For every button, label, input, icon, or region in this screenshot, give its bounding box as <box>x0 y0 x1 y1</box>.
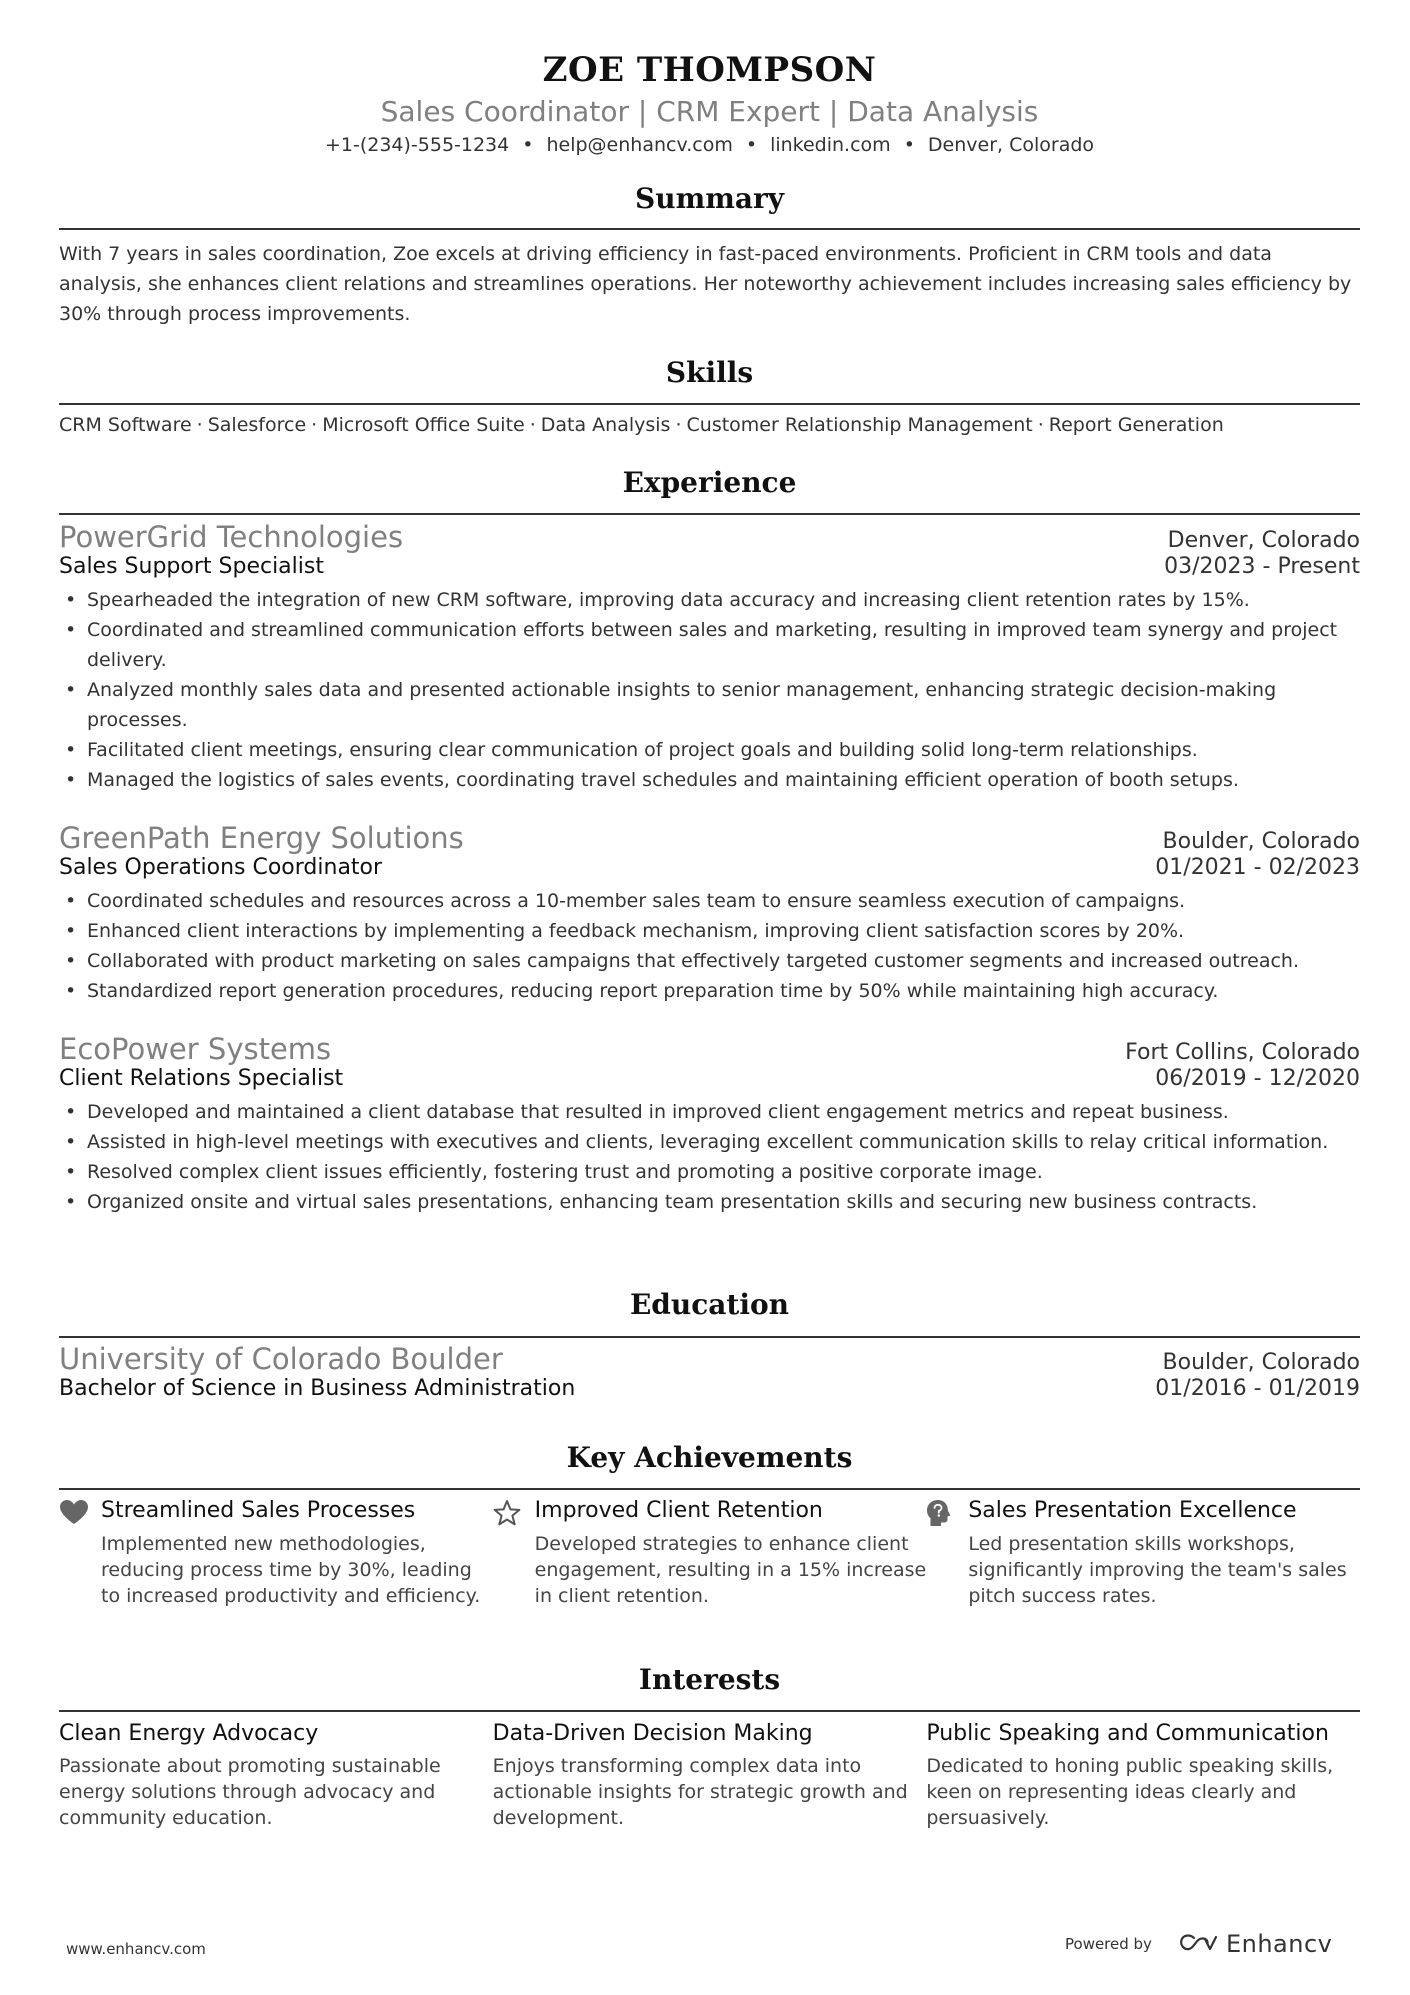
interest-desc: Passionate about promoting sustainable energy solutions through advocacy and community education. <box>59 1755 441 1829</box>
job-location: Fort Collins, Colorado <box>1125 1040 1360 1065</box>
job-role: Sales Support Specialist <box>59 554 324 579</box>
skills-heading: Skills <box>665 356 754 389</box>
job-dates: 06/2019 - 12/2020 <box>1155 1066 1360 1091</box>
job-location: Boulder, Colorado <box>1162 829 1360 854</box>
job-bullets <box>59 886 1360 1006</box>
footer-branding[interactable] <box>1065 1930 1332 1958</box>
job-bullets <box>59 585 1360 795</box>
achievement-item <box>59 1496 493 1609</box>
skill-item: Salesforce <box>207 414 307 436</box>
skill-separator: · <box>196 414 203 436</box>
candidate-name: ZOE THOMPSON <box>542 50 877 90</box>
education-heading: Education <box>629 1288 790 1321</box>
head-brain-icon <box>926 1499 952 1527</box>
job-bullet: • Standardized report generation procedures, reducing report preparation time by 50% while maintaining high accuracy. <box>59 976 1360 1006</box>
job-role: Sales Operations Coordinator <box>59 855 383 880</box>
achievements-heading: Key Achievements <box>566 1441 853 1474</box>
achievement-title: Streamlined Sales Processes <box>101 1498 416 1523</box>
contact-email[interactable]: help@enhancv.com <box>546 134 733 156</box>
education-school: University of Colorado Boulder <box>59 1342 503 1376</box>
contact-linkedin[interactable]: linkedin.com <box>770 134 891 156</box>
job-location: Denver, Colorado <box>1167 528 1360 553</box>
job-bullet: • Collaborated with product marketing on sales campaigns that effectively targeted customer segments and increased outreach. <box>59 946 1360 976</box>
contact-separator: • <box>745 134 758 156</box>
footer-website[interactable]: www.enhancv.com <box>66 1940 206 1958</box>
contact-phone[interactable]: +1-(234)-555-1234 <box>324 134 510 156</box>
interest-desc: Dedicated to honing public speaking skills, keen on representing ideas clearly and persuasively. <box>926 1755 1334 1829</box>
powered-by-label: Powered by <box>1065 1935 1152 1953</box>
interest-title: Data-Driven Decision Making <box>492 1721 813 1746</box>
skill-item: Microsoft Office Suite <box>322 414 525 436</box>
job-bullet: • Developed and maintained a client database that resulted in improved client engagement metrics and repeat business. <box>59 1097 1360 1127</box>
interests-list <box>59 1719 1360 1831</box>
skill-item: Customer Relationship Management <box>686 414 1033 436</box>
achievement-title: Improved Client Retention <box>534 1498 823 1523</box>
interests-heading: Interests <box>638 1663 781 1696</box>
experience-heading: Experience <box>622 466 797 499</box>
skill-item: Report Generation <box>1048 414 1224 436</box>
job-bullet: • Coordinated and streamlined communication efforts between sales and marketing, resulting in improved team synergy and project delivery. <box>59 615 1360 675</box>
job-bullet: • Analyzed monthly sales data and presented actionable insights to senior management, enhancing strategic decision-making processes. <box>59 675 1360 735</box>
job-entry <box>59 520 1360 795</box>
job-company: PowerGrid Technologies <box>59 520 404 554</box>
job-bullet: • Facilitated client meetings, ensuring clear communication of project goals and building solid long-term relationships. <box>59 735 1360 765</box>
job-bullet: • Spearheaded the integration of new CRM software, improving data accuracy and increasing client retention rates by 15%. <box>59 585 1360 615</box>
job-bullet: • Enhanced client interactions by implementing a feedback mechanism, improving client satisfaction scores by 20%. <box>59 916 1360 946</box>
job-bullets <box>59 1097 1360 1217</box>
contact-separator: • <box>522 134 534 156</box>
job-bullet: • Organized onsite and virtual sales presentations, enhancing team presentation skills and securing new business contracts. <box>59 1187 1360 1217</box>
star-icon <box>493 1499 521 1527</box>
interest-item <box>59 1719 493 1831</box>
job-entry <box>59 821 1360 1006</box>
job-role: Client Relations Specialist <box>59 1066 344 1091</box>
achievement-desc: Developed strategies to enhance client engagement, resulting in a 15% increase in client retention. <box>534 1533 927 1607</box>
experience-divider <box>59 513 1360 515</box>
achievement-title: Sales Presentation Excellence <box>968 1498 1297 1523</box>
skill-separator: · <box>1037 414 1044 436</box>
job-bullet: • Assisted in high-level meetings with executives and clients, leveraging excellent communication skills to relay critical information. <box>59 1127 1360 1157</box>
skill-separator: · <box>311 414 318 436</box>
job-bullet: • Coordinated schedules and resources across a 10-member sales team to ensure seamless execution of campaigns. <box>59 886 1360 916</box>
education-degree: Bachelor of Science in Business Administration <box>59 1376 576 1401</box>
achievements-divider <box>59 1488 1360 1490</box>
achievement-desc: Implemented new methodologies, reducing process time by 30%, leading to increased productivity and efficiency. <box>101 1533 481 1607</box>
summary-heading: Summary <box>635 182 784 215</box>
education-divider <box>59 1336 1360 1338</box>
contact-line <box>59 134 1360 156</box>
contact-location: Denver, Colorado <box>927 134 1095 156</box>
achievements-list <box>59 1496 1360 1609</box>
skills-list <box>59 414 1360 436</box>
job-dates: 01/2021 - 02/2023 <box>1155 855 1360 880</box>
interest-title: Clean Energy Advocacy <box>59 1721 319 1746</box>
candidate-headline: Sales Coordinator | CRM Expert | Data Analysis <box>380 95 1039 128</box>
job-entry <box>59 1032 1360 1217</box>
achievement-item <box>493 1496 927 1609</box>
skill-separator: · <box>529 414 536 436</box>
heart-icon <box>59 1499 89 1525</box>
interest-desc: Enjoys transforming complex data into actionable insights for strategic growth and development. <box>492 1755 908 1829</box>
achievement-desc: Led presentation skills workshops, significantly improving the team's sales pitch success rates. <box>968 1533 1347 1607</box>
interest-item <box>493 1719 927 1831</box>
enhancv-brand-name: Enhancv <box>1225 1930 1333 1958</box>
job-bullet: • Managed the logistics of sales events, coordinating travel schedules and maintaining efficient operation of booth setups. <box>59 765 1360 795</box>
job-bullet: • Resolved complex client issues efficiently, fostering trust and promoting a positive corporate image. <box>59 1157 1360 1187</box>
education-entry <box>59 1342 1360 1401</box>
job-company: EcoPower Systems <box>59 1032 332 1066</box>
interest-title: Public Speaking and Communication <box>926 1721 1329 1746</box>
skill-item: CRM Software <box>59 414 192 436</box>
achievement-item <box>926 1496 1360 1609</box>
job-company: GreenPath Energy Solutions <box>59 821 464 855</box>
job-dates: 03/2023 - Present <box>1164 554 1360 579</box>
contact-separator: • <box>903 134 915 156</box>
summary-text: With 7 years in sales coordination, Zoe excels at driving efficiency in fast-paced environments. Proficient in CRM tools and data analysis, she enhances client relations and streamlines operations. Her noteworthy achievement includes increasing sales efficiency by 30% through process improvements. <box>59 243 1352 325</box>
interests-divider <box>59 1710 1360 1712</box>
skills-divider <box>59 403 1360 405</box>
education-dates: 01/2016 - 01/2019 <box>1155 1376 1360 1401</box>
skill-separator: · <box>675 414 682 436</box>
summary-divider <box>59 228 1360 230</box>
enhancv-logo-icon <box>1178 1933 1218 1955</box>
interest-item <box>926 1719 1360 1831</box>
education-location: Boulder, Colorado <box>1162 1350 1360 1375</box>
skill-item: Data Analysis <box>540 414 671 436</box>
